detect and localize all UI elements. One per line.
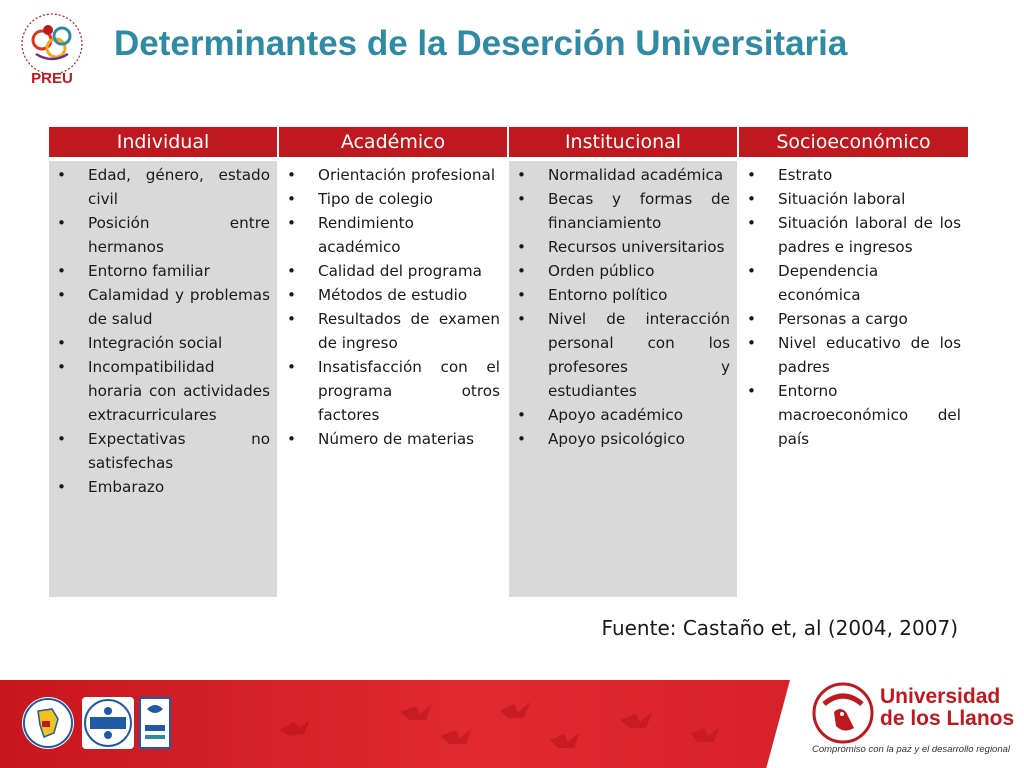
list-item: • Entorno macroeconómico del país	[745, 379, 961, 451]
list-item: • Calamidad y problemas de salud	[55, 283, 270, 331]
column-body-academico	[279, 161, 507, 597]
university-tagline: Compromiso con la paz y el desarrollo regional	[812, 744, 1011, 755]
list-item: • Tipo de colegio	[285, 187, 500, 211]
list-item: • Becas y formas de financiamiento	[515, 187, 730, 235]
list-item: • Estrato	[745, 163, 961, 187]
list-item: • Entorno familiar	[55, 259, 270, 283]
list-item: • Insatisfacción con el programa otros factores	[285, 355, 500, 427]
list-item: • Métodos de estudio	[285, 283, 500, 307]
list-item: • Rendimiento académico	[285, 211, 500, 259]
list-item: • Apoyo psicológico	[515, 427, 730, 451]
list-item: • Nivel de interacción personal con los profesores y estudiantes	[515, 307, 730, 403]
list-item: • Entorno político	[515, 283, 730, 307]
university-name: Universidad de los Llanos	[880, 685, 1015, 730]
list-item: • Recursos universitarios	[515, 235, 730, 259]
column-body-institucional	[509, 161, 737, 597]
list-item: • Embarazo	[55, 475, 270, 499]
list-item: • Situación laboral de los padres e ingresos	[745, 211, 961, 259]
column-header-individual: Individual	[49, 127, 277, 157]
unillanos-logo	[808, 680, 1020, 766]
column-academico	[279, 127, 507, 597]
list-item: • Apoyo académico	[515, 403, 730, 427]
colombia-seal-icon	[22, 697, 74, 749]
list-item: • Orden público	[515, 259, 730, 283]
list-item: • Personas a cargo	[745, 307, 961, 331]
list-item: • Orientación profesional	[285, 163, 500, 187]
item-list	[55, 163, 270, 499]
list-item: • Número de materias	[285, 427, 500, 451]
preu-logo	[12, 10, 92, 92]
iqnet-certified-icon	[82, 697, 134, 749]
list-item: • Incompatibilidad horaria con actividades extracurriculares	[55, 355, 270, 427]
birds-decoration-icon	[260, 690, 760, 765]
list-item: • Dependencia económica	[745, 259, 961, 307]
column-body-individual	[49, 161, 277, 597]
list-item: • Edad, género, estado civil	[55, 163, 270, 211]
item-list	[515, 163, 730, 451]
list-item: • Calidad del programa	[285, 259, 500, 283]
determinants-table	[49, 127, 968, 597]
source-citation: Fuente: Castaño et, al (2004, 2007)	[601, 616, 958, 640]
list-item: • Posición entre hermanos	[55, 211, 270, 259]
column-socioeconomico	[739, 127, 968, 597]
page-title: Determinantes de la Deserción Universitaria	[114, 24, 848, 63]
list-item: • Integración social	[55, 331, 270, 355]
iso-9001-icon	[139, 697, 171, 749]
list-item: • Situación laboral	[745, 187, 961, 211]
list-item: • Normalidad académica	[515, 163, 730, 187]
unillanos-bird-icon	[810, 682, 876, 744]
column-institucional	[509, 127, 737, 597]
preu-logo-text: PREU	[31, 70, 73, 87]
item-list	[745, 163, 961, 451]
list-item: • Nivel educativo de los padres	[745, 331, 961, 379]
column-header-socioeconomico: Socioeconómico	[739, 127, 968, 157]
column-individual	[49, 127, 277, 597]
column-header-institucional: Institucional	[509, 127, 737, 157]
column-header-academico: Académico	[279, 127, 507, 157]
column-body-socioeconomico	[739, 161, 968, 597]
list-item: • Resultados de examen de ingreso	[285, 307, 500, 355]
list-item: • Expectativas no satisfechas	[55, 427, 270, 475]
item-list	[285, 163, 500, 451]
